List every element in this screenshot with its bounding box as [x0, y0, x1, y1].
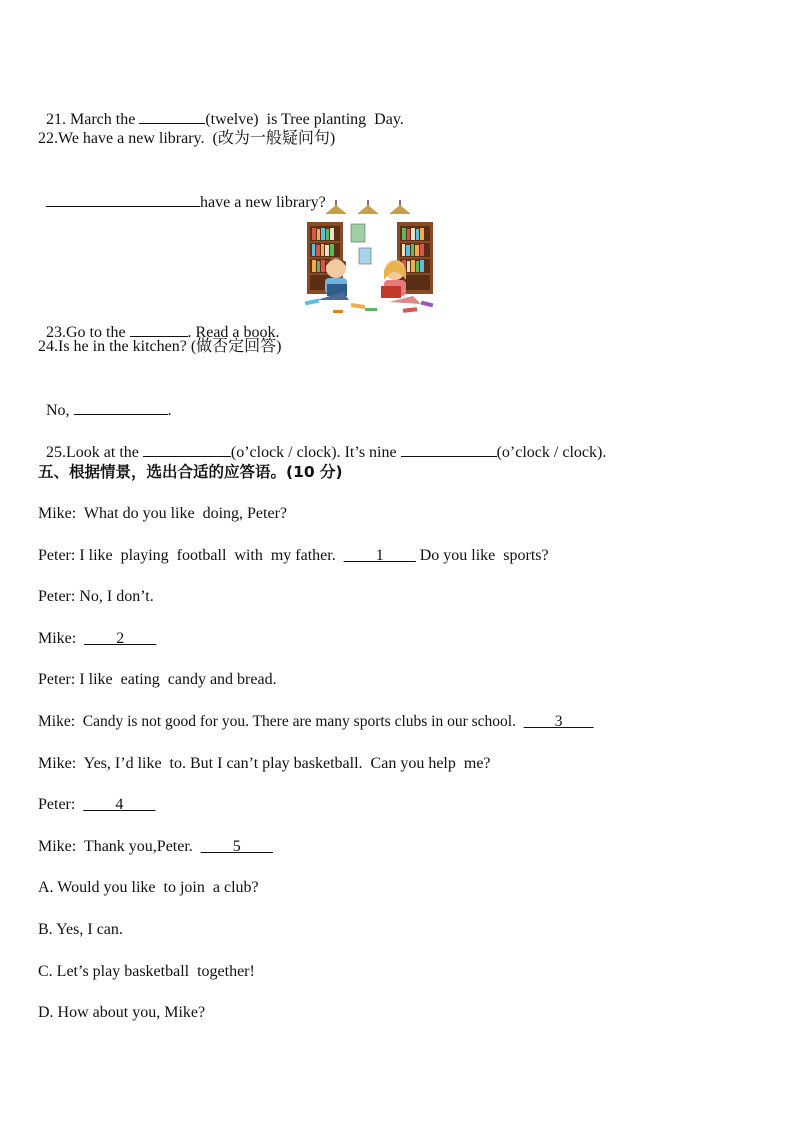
- option-a: A. Would you like to join a club?: [38, 879, 259, 896]
- answer-blank[interactable]: ____2____: [84, 630, 157, 647]
- dialogue-line: Mike: What do you like doing, Peter?: [38, 505, 287, 522]
- question-25: 25.Look at the (o’clock / clock). It’s nine (o’clock / clock).: [38, 421, 606, 463]
- answer-blank[interactable]: [401, 441, 497, 457]
- dialogue-line: Peter: ____4____: [38, 796, 156, 813]
- dialogue-line: Mike: Yes, I’d like to. But I can’t play basketball. Can you help me?: [38, 755, 491, 772]
- answer-blank[interactable]: [139, 108, 205, 124]
- section-5-title: 五、根据情景，选出合适的应答语。(10 分): [38, 463, 343, 481]
- dialogue-line: Mike: Thank you,Peter. ____5____: [38, 838, 273, 855]
- option-d: D. How about you, Mike?: [38, 1004, 206, 1021]
- question-21: 21. March the (twelve) is Tree planting Day.: [38, 88, 404, 130]
- answer-blank[interactable]: [130, 321, 188, 337]
- answer-blank[interactable]: ____1____: [343, 547, 416, 564]
- question-24-answer: No, .: [38, 379, 172, 421]
- option-c: C. Let’s play basketball together!: [38, 963, 255, 980]
- question-23: 23.Go to the . Read a book.: [38, 301, 280, 343]
- lamp-icon: [325, 200, 411, 214]
- answer-blank[interactable]: ____4____: [83, 796, 156, 813]
- dialogue-line: Peter: No, I don’t.: [38, 588, 154, 605]
- library-illustration: [303, 200, 437, 320]
- dialogue-line: Mike: Candy is not good for you. There are many sports clubs in our school. ____3____: [38, 713, 594, 730]
- question-24: 24.Is he in the kitchen? (做否定回答): [38, 338, 282, 355]
- answer-blank[interactable]: [143, 441, 231, 457]
- option-b: B. Yes, I can.: [38, 921, 123, 938]
- dialogue-line: Peter: I like eating candy and bread.: [38, 671, 277, 688]
- question-22-answer: have a new library?: [38, 171, 326, 213]
- dialogue-line: Mike: ____2____: [38, 630, 157, 647]
- answer-blank[interactable]: ____3____: [523, 713, 594, 730]
- question-22: 22.We have a new library. (改为一般疑问句): [38, 130, 336, 147]
- dialogue-line: Peter: I like playing football with my father. ____1____ Do you like sports?: [38, 547, 549, 564]
- answer-blank[interactable]: [46, 191, 200, 207]
- answer-blank[interactable]: [74, 399, 168, 415]
- answer-blank[interactable]: ____5____: [200, 838, 273, 855]
